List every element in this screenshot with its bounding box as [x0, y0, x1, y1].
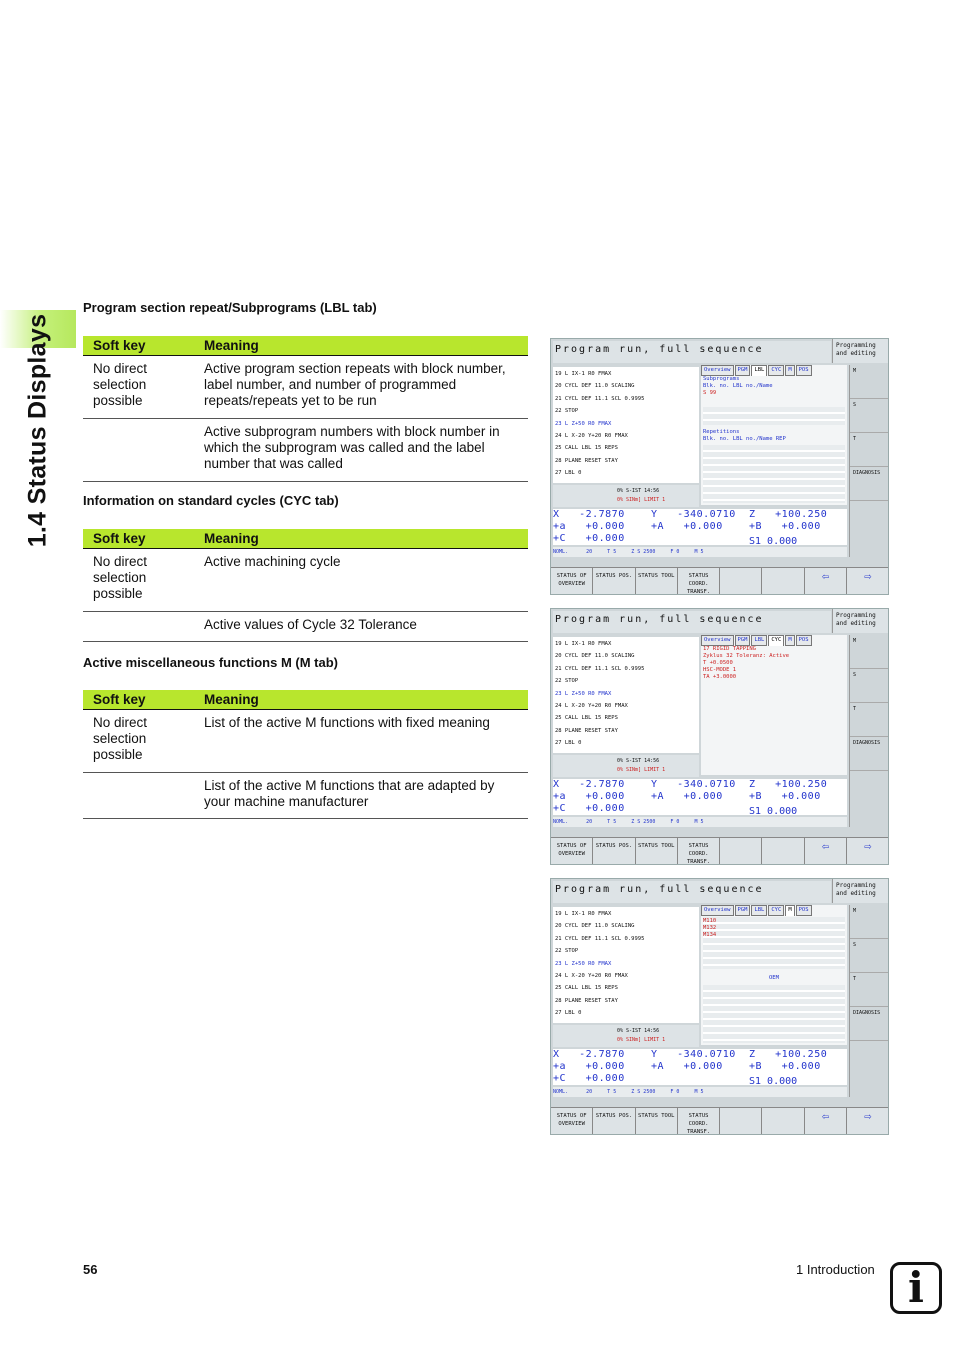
- status-panel: [701, 365, 847, 505]
- softkey-status-tool[interactable]: STATUS TOOL: [636, 568, 678, 595]
- softkey-page-back-icon[interactable]: ⇦: [805, 568, 847, 595]
- s-icon: S: [850, 939, 889, 973]
- diagnosis-icon: DIAGNOSIS: [850, 467, 889, 501]
- spindle-readout: S1 0.000: [749, 1076, 798, 1087]
- table-row: Active subprogram numbers with block number in which the subprogram was called and the label number that was called: [83, 419, 528, 482]
- info-line: NOML. 20 T 5 Z S 2500 F 0 M 5: [553, 817, 847, 827]
- axis-positions: X -2.7870 Y -340.0710 Z +100.250 +a +0.000 +A +0.000 +B +0.000 +C +0.000: [553, 509, 847, 545]
- softkey-page-forward-icon[interactable]: ⇨: [847, 1108, 889, 1135]
- section-heading-cyc: Information on standard cycles (CYC tab): [83, 493, 339, 508]
- diagnosis-icon: DIAGNOSIS: [850, 1007, 889, 1041]
- side-chapter-title: 1.4 Status Displays: [23, 313, 52, 547]
- section-heading-m: Active miscellaneous functions M (M tab): [83, 655, 338, 670]
- softkey-row: [551, 837, 889, 865]
- softkey-status-overview[interactable]: STATUS OF OVERVIEW: [551, 838, 593, 865]
- softkey-empty[interactable]: [762, 568, 804, 595]
- t-icon: T: [850, 433, 889, 467]
- s-icon: S: [850, 399, 889, 433]
- side-tool-icons: [849, 635, 889, 827]
- softkey-empty[interactable]: [720, 1108, 762, 1135]
- softkey-page-forward-icon[interactable]: ⇨: [847, 838, 889, 865]
- softkey-status-coord[interactable]: STATUS COORD. TRANSF.: [678, 1108, 720, 1135]
- status-readout: 0% S-IST 14:56 0% SINm] LIMIT 1: [553, 1025, 699, 1047]
- tab-overview[interactable]: Overview: [701, 365, 734, 376]
- softkey-empty[interactable]: [762, 1108, 804, 1135]
- panel-body: [701, 916, 847, 981]
- status-readout: 0% S-IST 14:56 0% SINm] LIMIT 1: [553, 755, 699, 777]
- tab-lbl[interactable]: LBL: [751, 905, 767, 916]
- panel-m1: M110: [703, 918, 717, 924]
- panel-repetitions-header: Blk. no. LBL no./Name REP: [703, 436, 786, 442]
- table-row: No direct selection possible Active machining cycle: [83, 549, 528, 612]
- program-listing: 19 L IX-1 R0 FMAX 20 CYCL DEF 11.0 SCALING 21 CYCL DEF 11.1 SCL 0.9995 22 STOP 23 L Z+50 R0 FMAX 24 L X-20 Y+20 R0 FMAX 25 CALL LBL 15 REPS 28 PLANE RESET STAY 27 LBL 0: [553, 367, 699, 483]
- panel-m2: M132: [703, 925, 717, 931]
- tab-cyc[interactable]: CYC: [768, 635, 784, 646]
- softkey-row: [551, 1107, 889, 1135]
- program-listing: 19 L IX-1 R0 FMAX 20 CYCL DEF 11.0 SCALING 21 CYCL DEF 11.1 SCL 0.9995 22 STOP 23 L Z+50 R0 FMAX 24 L X-20 Y+20 R0 FMAX 25 CALL LBL 15 REPS 28 PLANE RESET STAY 27 LBL 0: [553, 637, 699, 753]
- panel-ta: TA +3.0000: [703, 674, 737, 680]
- softkey-page-back-icon[interactable]: ⇦: [805, 1108, 847, 1135]
- side-tool-icons: [849, 905, 889, 1097]
- cnc-screenshot-3: [550, 878, 889, 1135]
- axis-positions: X -2.7870 Y -340.0710 Z +100.250 +a +0.000 +A +0.000 +B +0.000 +C +0.000: [553, 1049, 847, 1085]
- t-icon: T: [850, 703, 889, 737]
- screen-title: Program run, full sequence: [553, 611, 831, 633]
- softkey-status-tool[interactable]: STATUS TOOL: [636, 838, 678, 865]
- tab-pos[interactable]: POS: [796, 365, 812, 376]
- table-row: No direct selection possible List of the active M functions with fixed meaning: [83, 710, 528, 773]
- softkey-empty[interactable]: [720, 838, 762, 865]
- mode-label: Programming and editing: [832, 609, 889, 633]
- tab-cyc[interactable]: CYC: [768, 365, 784, 376]
- panel-subprograms-header: Blk. no. LBL no./Name: [703, 383, 773, 389]
- panel-cycle: 17 RIGID TAPPING: [703, 646, 756, 652]
- info-icon: i: [890, 1262, 942, 1314]
- status-panel: [701, 635, 847, 775]
- info-line: NOML. 20 T 5 Z S 2500 F 0 M 5: [553, 547, 847, 557]
- panel-subprograms-value: S 99: [703, 390, 717, 396]
- table-lbl: [83, 336, 528, 482]
- tab-pgm[interactable]: PGM: [735, 905, 751, 916]
- diagnosis-icon: DIAGNOSIS: [850, 737, 889, 771]
- table-header: Soft key Meaning: [83, 336, 528, 356]
- m-icon: M: [850, 635, 889, 669]
- axis-positions: X -2.7870 Y -340.0710 Z +100.250 +a +0.000 +A +0.000 +B +0.000 +C +0.000: [553, 779, 847, 815]
- tab-m[interactable]: M: [785, 365, 794, 376]
- cnc-screenshot-2: [550, 608, 889, 865]
- tab-pos[interactable]: POS: [796, 905, 812, 916]
- panel-t: T +0.0500: [703, 660, 733, 666]
- screen-title: Program run, full sequence: [553, 341, 831, 363]
- m-icon: M: [850, 365, 889, 399]
- screen-title: Program run, full sequence: [553, 881, 831, 903]
- panel-hsc: HSC-MODE 1: [703, 667, 737, 673]
- softkey-row: [551, 567, 889, 595]
- side-tool-icons: [849, 365, 889, 557]
- info-line: NOML. 20 T 5 Z S 2500 F 0 M 5: [553, 1087, 847, 1097]
- table-m: [83, 690, 528, 819]
- table-header: Soft key Meaning: [83, 690, 528, 710]
- panel-subprograms-title: Subprograms: [703, 376, 740, 382]
- tab-m[interactable]: M: [785, 635, 794, 646]
- status-tabs: [701, 635, 847, 646]
- t-icon: T: [850, 973, 889, 1007]
- softkey-empty[interactable]: [762, 838, 804, 865]
- panel-oem: OEM: [769, 975, 779, 981]
- softkey-empty[interactable]: [720, 568, 762, 595]
- cnc-screenshot-1: [550, 338, 889, 595]
- tab-overview[interactable]: Overview: [701, 905, 734, 916]
- mode-label: Programming and editing: [832, 879, 889, 903]
- softkey-status-pos[interactable]: STATUS POS.: [593, 1108, 635, 1135]
- program-listing: 19 L IX-1 R0 FMAX 20 CYCL DEF 11.0 SCALING 21 CYCL DEF 11.1 SCL 0.9995 22 STOP 23 L Z+50 R0 FMAX 24 L X-20 Y+20 R0 FMAX 25 CALL LBL 15 REPS 28 PLANE RESET STAY 27 LBL 0: [553, 907, 699, 1023]
- panel-m3: M134: [703, 932, 717, 938]
- softkey-page-back-icon[interactable]: ⇦: [805, 838, 847, 865]
- panel-body: [701, 646, 847, 681]
- softkey-status-overview[interactable]: STATUS OF OVERVIEW: [551, 568, 593, 595]
- softkey-status-pos[interactable]: STATUS POS.: [593, 568, 635, 595]
- tab-lbl[interactable]: LBL: [751, 635, 767, 646]
- softkey-status-coord[interactable]: STATUS COORD. TRANSF.: [678, 568, 720, 595]
- table-row: List of the active M functions that are adapted by your machine manufacturer: [83, 773, 528, 819]
- panel-body: [701, 376, 847, 442]
- section-heading-lbl: Program section repeat/Subprograms (LBL tab): [83, 300, 377, 315]
- tab-lbl[interactable]: LBL: [751, 365, 767, 376]
- panel-grid: [703, 445, 845, 503]
- tab-overview[interactable]: Overview: [701, 635, 734, 646]
- panel-tolerance: Zyklus 32 Toleranz: Active: [703, 653, 790, 659]
- panel-grid: [703, 985, 845, 1043]
- spindle-readout: S1 0.000: [749, 806, 798, 817]
- chapter-label: 1 Introduction: [796, 1262, 875, 1277]
- softkey-status-coord[interactable]: STATUS COORD. TRANSF.: [678, 838, 720, 865]
- status-tabs: [701, 905, 847, 916]
- softkey-status-overview[interactable]: STATUS OF OVERVIEW: [551, 1108, 593, 1135]
- table-cyc: [83, 529, 528, 642]
- spindle-readout: S1 0.000: [749, 536, 798, 547]
- tab-pgm[interactable]: PGM: [735, 635, 751, 646]
- status-readout: 0% S-IST 14:56 0% SINm] LIMIT 1: [553, 485, 699, 507]
- m-icon: M: [850, 905, 889, 939]
- status-tabs: [701, 365, 847, 376]
- softkey-page-forward-icon[interactable]: ⇨: [847, 568, 889, 595]
- softkey-status-tool[interactable]: STATUS TOOL: [636, 1108, 678, 1135]
- tab-cyc[interactable]: CYC: [768, 905, 784, 916]
- status-panel: [701, 905, 847, 1045]
- softkey-status-pos[interactable]: STATUS POS.: [593, 838, 635, 865]
- tab-pos[interactable]: POS: [796, 635, 812, 646]
- page-number: 56: [83, 1262, 98, 1277]
- mode-label: Programming and editing: [832, 339, 889, 363]
- panel-grid: [703, 407, 845, 425]
- table-row: No direct selection possible Active program section repeats with block number, label number, and number of programmed repeats/repeats yet to be run: [83, 356, 528, 419]
- panel-repetitions-title: Repetitions: [703, 429, 740, 435]
- s-icon: S: [850, 669, 889, 703]
- tab-pgm[interactable]: PGM: [735, 365, 751, 376]
- table-row: Active values of Cycle 32 Tolerance: [83, 612, 528, 642]
- tab-m[interactable]: M: [785, 905, 794, 916]
- table-header: Soft key Meaning: [83, 529, 528, 549]
